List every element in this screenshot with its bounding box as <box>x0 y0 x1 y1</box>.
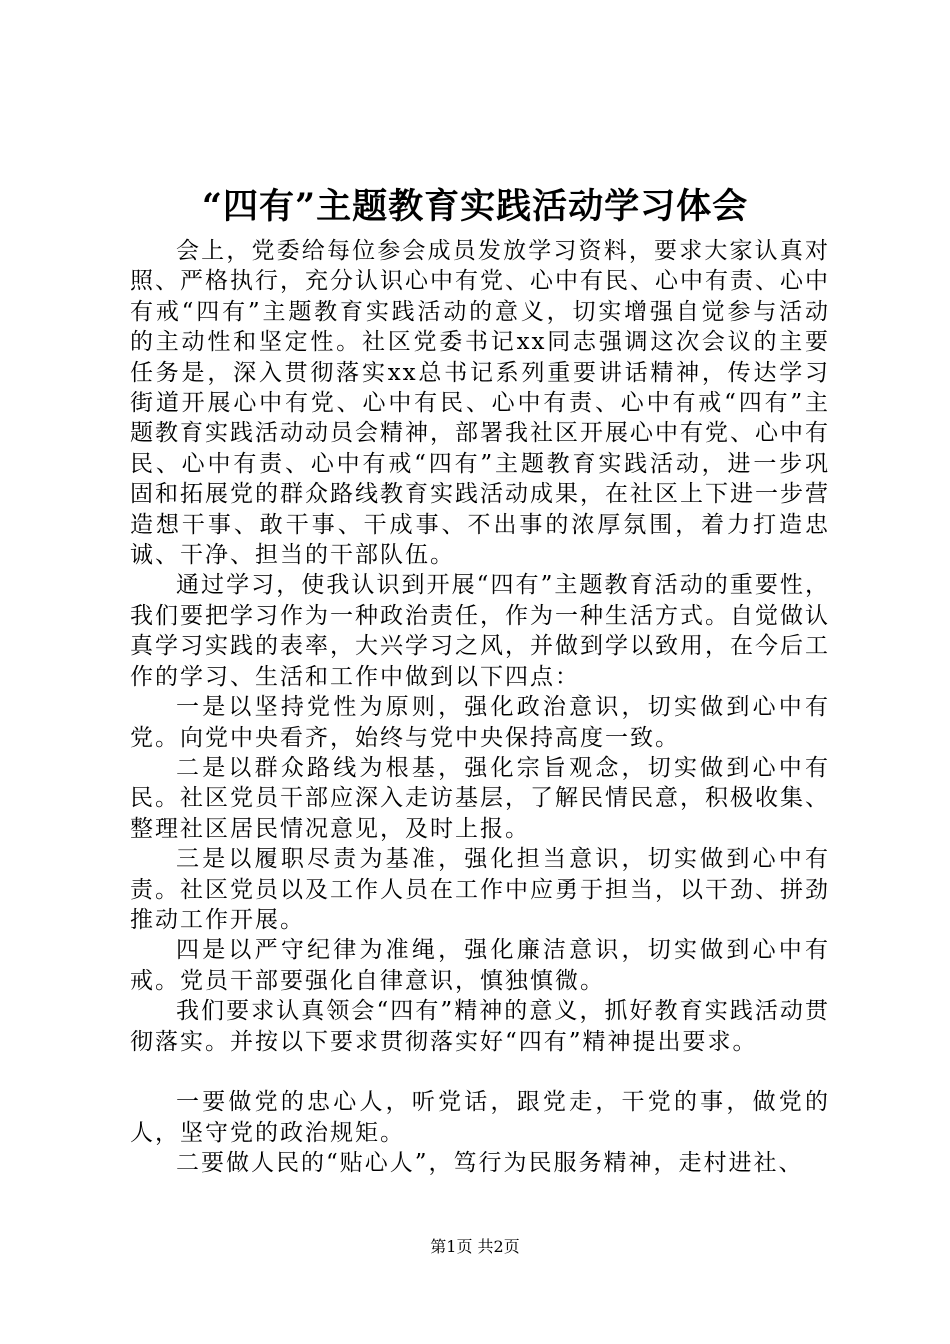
page-number: 第1页 共2页 <box>430 1237 520 1256</box>
document-title: “四有”主题教育实践活动学习体会 <box>201 186 749 227</box>
blank-line <box>130 1057 830 1087</box>
paragraph: 三是以履职尽责为基准，强化担当意识，切实做到心中有责。社区党员以及工作人员在工作中应勇于担当，以干劲、拼劲推动工作开展。 <box>130 846 830 933</box>
paragraph: 一要做党的忠心人，听党话，跟党走，干党的事，做党的人，坚守党的政治规矩。 <box>130 1089 830 1146</box>
paragraph: 通过学习，使我认识到开展“四有”主题教育活动的重要性，我们要把学习作为一种政治责任，作为一种生活方式。自觉做认真学习实践的表率，大兴学习之风，并做到学以致用，在今后工作的学习、生活和工作中做到以下四点： <box>130 572 830 690</box>
paragraph: 二是以群众路线为根基，强化宗旨观念，切实做到心中有民。社区党员干部应深入走访基层，了解民情民意，积极收集、整理社区居民情况意见，及时上报。 <box>130 754 830 842</box>
document-body <box>130 236 830 1179</box>
paragraph: 我们要求认真领会“四有”精神的意义，抓好教育实践活动贯彻落实。并按以下要求贯彻落实好“四有”精神提出要求。 <box>130 998 830 1055</box>
paragraph: 会上，党委给每位参会成员发放学习资料，要求大家认真对照、严格执行，充分认识心中有党、心中有民、心中有责、心中有戒“四有”主题教育实践活动的意义，切实增强自觉参与活动的主动性和坚定性。社区党委书记xx同志强调这次会议的主要任务是，深入贯彻落实xx总书记系列重要讲话精神，传达学习街道开展心中有党、心中有民、心中有责、心中有戒“四有”主题教育实践活动动员会精神，部署我社区开展心中有党、心中有民、心中有责、心中有戒“四有”主题教育实践活动，进一步巩固和拓展党的群众路线教育实践活动成果，在社区上下进一步营造想干事、敢干事、干成事、不出事的浓厚氛围，着力打造忠诚、干净、担当的干部队伍。 <box>130 238 830 569</box>
paragraph: 一是以坚持党性为原则，强化政治意识，切实做到心中有党。向党中央看齐，始终与党中央保持高度一致。 <box>130 694 830 751</box>
paragraph: 四是以严守纪律为准绳，强化廉洁意识，切实做到心中有戒。党员干部要强化自律意识，慎独慎微。 <box>130 937 830 994</box>
paragraph: 二要做人民的“贴心人”，笃行为民服务精神，走村进社、 <box>176 1150 804 1177</box>
